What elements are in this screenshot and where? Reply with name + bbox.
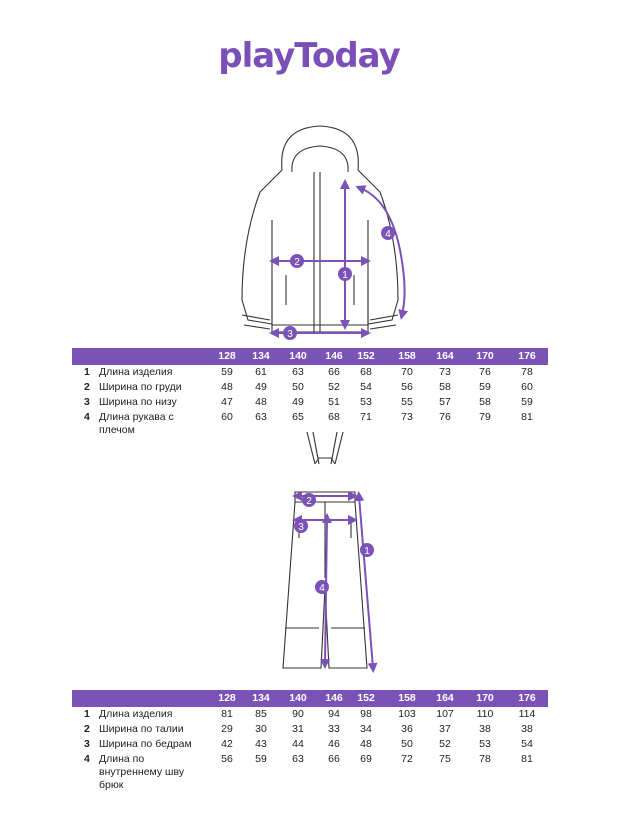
- jacket-marker-3: [283, 326, 297, 340]
- table-cell: 69: [360, 753, 372, 765]
- pants-marker-1: [360, 543, 374, 557]
- table-cell: 38: [479, 723, 491, 735]
- row-label: Длина изделия: [99, 366, 173, 378]
- table-cell: 54: [521, 738, 533, 750]
- table-cell: 81: [521, 411, 533, 423]
- table-cell: 58: [479, 396, 491, 408]
- size-header-cell: 158: [398, 350, 416, 362]
- row-number: 3: [84, 738, 90, 750]
- jacket-illustration: [220, 120, 420, 345]
- table-cell: 54: [360, 381, 372, 393]
- table-cell: 63: [255, 411, 267, 423]
- table-cell: 34: [360, 723, 372, 735]
- pants-marker-3: [294, 519, 308, 533]
- table-cell: 103: [398, 708, 416, 720]
- table-cell: 73: [401, 411, 413, 423]
- table-cell: 98: [360, 708, 372, 720]
- table-cell: 59: [521, 396, 533, 408]
- table-cell: 110: [476, 708, 494, 720]
- table-cell: 81: [221, 708, 233, 720]
- table-cell: 59: [479, 381, 491, 393]
- size-header-cell: 170: [476, 692, 494, 704]
- table-cell: 56: [401, 381, 413, 393]
- table-cell: 90: [292, 708, 304, 720]
- table-cell: 48: [360, 738, 372, 750]
- table-cell: 30: [255, 723, 267, 735]
- table-cell: 72: [401, 753, 413, 765]
- table-cell: 57: [439, 396, 451, 408]
- table-cell: 50: [401, 738, 413, 750]
- svg-text:1: 1: [342, 270, 348, 281]
- table-cell: 55: [401, 396, 413, 408]
- table-cell: 58: [439, 381, 451, 393]
- row-number: 4: [84, 753, 90, 765]
- jacket-marker-2: [290, 254, 304, 268]
- svg-text:4: 4: [385, 229, 391, 240]
- table-row: [72, 752, 548, 792]
- table-cell: 70: [401, 366, 413, 378]
- table-cell: 75: [439, 753, 451, 765]
- table-cell: 78: [479, 753, 491, 765]
- size-header-cell: 170: [476, 350, 494, 362]
- table-cell: 33: [328, 723, 340, 735]
- svg-text:3: 3: [298, 522, 304, 533]
- row-label: Ширина по низу: [99, 396, 177, 408]
- table-row: [72, 380, 548, 395]
- table-cell: 47: [221, 396, 233, 408]
- svg-text:2: 2: [306, 496, 312, 507]
- table-cell: 66: [328, 366, 340, 378]
- jacket-marker-1: [338, 267, 352, 281]
- table-cell: 38: [521, 723, 533, 735]
- table-cell: 56: [221, 753, 233, 765]
- table-cell: 63: [292, 753, 304, 765]
- table-cell: 49: [255, 381, 267, 393]
- table-row: [72, 365, 548, 380]
- size-header-cell: 152: [357, 350, 375, 362]
- pants-illustration: [265, 428, 385, 673]
- svg-text:4: 4: [319, 583, 325, 594]
- table-cell: 61: [255, 366, 267, 378]
- table-cell: 71: [360, 411, 372, 423]
- table-cell: 53: [479, 738, 491, 750]
- size-header-cell: 134: [252, 692, 270, 704]
- table-cell: 44: [292, 738, 304, 750]
- table-cell: 53: [360, 396, 372, 408]
- brand-logo: playToday: [218, 36, 400, 76]
- row-label: Длина по внутреннему шву брюк: [99, 753, 185, 791]
- table-row: [72, 395, 548, 410]
- table-cell: 73: [439, 366, 451, 378]
- table-cell: 50: [292, 381, 304, 393]
- table-cell: 60: [521, 381, 533, 393]
- pants-size-table: [72, 690, 548, 792]
- table-cell: 49: [292, 396, 304, 408]
- size-header-cell: 152: [357, 692, 375, 704]
- table-cell: 31: [292, 723, 304, 735]
- row-label: Ширина по груди: [99, 381, 182, 393]
- svg-text:2: 2: [294, 257, 300, 268]
- table-cell: 43: [255, 738, 267, 750]
- table-cell: 85: [255, 708, 267, 720]
- svg-text:3: 3: [287, 329, 293, 340]
- table-cell: 52: [439, 738, 451, 750]
- row-number: 4: [84, 411, 90, 423]
- size-header-cell: 134: [252, 350, 270, 362]
- row-number: 3: [84, 396, 90, 408]
- table-cell: 48: [221, 381, 233, 393]
- table-cell: 29: [221, 723, 233, 735]
- jacket-size-table: [72, 348, 548, 436]
- size-header-cell: 176: [518, 350, 536, 362]
- row-number: 2: [84, 381, 90, 393]
- table-cell: 107: [436, 708, 454, 720]
- table-cell: 36: [401, 723, 413, 735]
- table-cell: 52: [328, 381, 340, 393]
- table-row: [72, 707, 548, 722]
- svg-text:1: 1: [364, 546, 370, 557]
- row-label: Длина изделия: [99, 708, 173, 720]
- table-cell: 79: [479, 411, 491, 423]
- table-cell: 65: [292, 411, 304, 423]
- size-header-cell: 164: [436, 350, 454, 362]
- table-cell: 48: [255, 396, 267, 408]
- row-label: Длина рукава с плечом: [99, 411, 174, 436]
- table-cell: 78: [521, 366, 533, 378]
- table-cell: 42: [221, 738, 233, 750]
- size-header-cell: 140: [289, 350, 307, 362]
- table-cell: 94: [328, 708, 340, 720]
- pants-marker-4: [315, 580, 329, 594]
- table-cell: 81: [521, 753, 533, 765]
- size-header-cell: 140: [289, 692, 307, 704]
- table-cell: 51: [328, 396, 340, 408]
- size-header-cell: 164: [436, 692, 454, 704]
- table-cell: 63: [292, 366, 304, 378]
- pants-size-header: [72, 690, 548, 707]
- row-number: 1: [84, 708, 90, 720]
- table-cell: 46: [328, 738, 340, 750]
- table-cell: 68: [328, 411, 340, 423]
- row-number: 2: [84, 723, 90, 735]
- table-cell: 114: [518, 708, 536, 720]
- size-header-cell: 146: [325, 692, 343, 704]
- size-header-cell: 146: [325, 350, 343, 362]
- table-cell: 76: [479, 366, 491, 378]
- table-row: [72, 737, 548, 752]
- jacket-size-header: [72, 348, 548, 365]
- table-cell: 37: [439, 723, 451, 735]
- size-header-cell: 158: [398, 692, 416, 704]
- row-label: Ширина по талии: [99, 723, 184, 735]
- table-cell: 59: [221, 366, 233, 378]
- table-cell: 66: [328, 753, 340, 765]
- size-header-cell: 176: [518, 692, 536, 704]
- row-number: 1: [84, 366, 90, 378]
- row-label: Ширина по бедрам: [99, 738, 192, 750]
- table-cell: 60: [221, 411, 233, 423]
- table-cell: 68: [360, 366, 372, 378]
- jacket-marker-4: [381, 226, 395, 240]
- pants-marker-2: [302, 493, 316, 507]
- size-header-cell: 128: [218, 692, 236, 704]
- table-row: [72, 722, 548, 737]
- table-cell: 76: [439, 411, 451, 423]
- size-header-cell: 128: [218, 350, 236, 362]
- table-cell: 59: [255, 753, 267, 765]
